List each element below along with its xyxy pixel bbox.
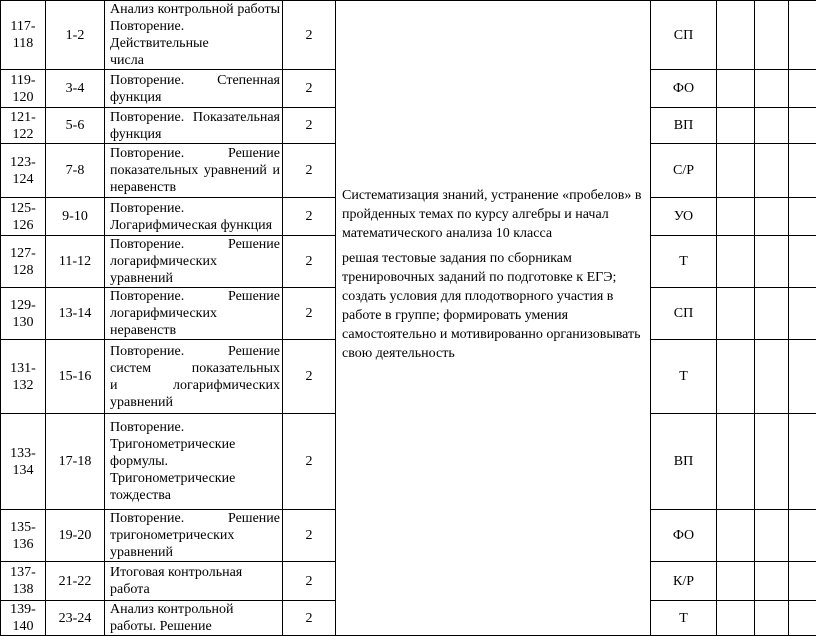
empty-cell bbox=[789, 601, 816, 636]
topic-line: Повторение. Решение bbox=[110, 343, 280, 360]
empty-cell bbox=[789, 414, 816, 510]
empty-cell bbox=[755, 198, 789, 236]
empty-cell bbox=[755, 288, 789, 340]
lesson-number: 125- 126 bbox=[1, 198, 46, 236]
lesson-number: 117- 118 bbox=[1, 1, 46, 70]
lesson-number: 133- 134 bbox=[1, 414, 46, 510]
hours-count: 2 bbox=[283, 144, 336, 198]
control-type: УО bbox=[651, 198, 717, 236]
lesson-number: 137- 138 bbox=[1, 562, 46, 601]
control-type: С/Р bbox=[651, 144, 717, 198]
goals-cell bbox=[336, 1, 651, 636]
topic-line: Повторение. Решение bbox=[110, 145, 280, 162]
lesson-number: 135- 136 bbox=[1, 510, 46, 562]
empty-cell bbox=[789, 1, 816, 70]
lesson-range: 7-8 bbox=[46, 144, 105, 198]
hours-count: 2 bbox=[283, 70, 336, 108]
topic-line: Тригонометрические bbox=[110, 436, 280, 453]
topic-line: числа bbox=[110, 52, 280, 69]
topic-line: Повторение. Решение bbox=[110, 288, 280, 305]
topic-line: Повторение. Показательная bbox=[110, 109, 280, 126]
goals-first: Систематизация знаний, устранение «пробелов» в пройденных темах по курсу алгебры и начал математического анализа 10 класса bbox=[342, 186, 642, 243]
lesson-number: 131- 132 bbox=[1, 340, 46, 414]
empty-cell bbox=[789, 510, 816, 562]
control-type: Т bbox=[651, 236, 717, 288]
control-type: Т bbox=[651, 601, 717, 636]
topic-line: тождества bbox=[110, 487, 280, 504]
topic-line: Повторение. bbox=[110, 419, 280, 436]
hours-count: 2 bbox=[283, 562, 336, 601]
table-row bbox=[1, 1, 816, 70]
empty-cell bbox=[755, 236, 789, 288]
topic-line: функция bbox=[110, 89, 280, 106]
lesson-topic bbox=[105, 601, 283, 636]
lesson-number: 121- 122 bbox=[1, 108, 46, 144]
goals-text bbox=[342, 186, 642, 363]
goals-second: решая тестовые задания по сборникам тренировочных заданий по подготовке к ЕГЭ; создать условия для плодотворного участия в работе в группе; формировать умения самостоятельно и мотивированно организовывать свою деятельность bbox=[342, 249, 642, 363]
hours-count: 2 bbox=[283, 108, 336, 144]
lesson-topic bbox=[105, 144, 283, 198]
lesson-range: 9-10 bbox=[46, 198, 105, 236]
lesson-range: 13-14 bbox=[46, 288, 105, 340]
topic-line: Повторение. bbox=[110, 200, 280, 217]
empty-cell bbox=[755, 562, 789, 601]
empty-cell bbox=[789, 236, 816, 288]
topic-line: работа bbox=[110, 581, 280, 598]
topic-line: функция bbox=[110, 126, 280, 143]
lesson-topic bbox=[105, 414, 283, 510]
empty-cell bbox=[717, 108, 755, 144]
hours-count: 2 bbox=[283, 1, 336, 70]
lesson-number: 129- 130 bbox=[1, 288, 46, 340]
empty-cell bbox=[755, 144, 789, 198]
topic-line: логарифмических неравенств bbox=[110, 305, 280, 339]
empty-cell bbox=[717, 198, 755, 236]
empty-cell bbox=[717, 236, 755, 288]
empty-cell bbox=[789, 562, 816, 601]
topic-line: Повторение. Решение bbox=[110, 510, 280, 527]
empty-cell bbox=[789, 108, 816, 144]
lesson-number: 139- 140 bbox=[1, 601, 46, 636]
empty-cell bbox=[717, 340, 755, 414]
topic-line: Итоговая контрольная bbox=[110, 564, 280, 581]
lesson-topic bbox=[105, 510, 283, 562]
empty-cell bbox=[755, 1, 789, 70]
control-type: К/Р bbox=[651, 562, 717, 601]
lesson-topic bbox=[105, 562, 283, 601]
lesson-range: 11-12 bbox=[46, 236, 105, 288]
topic-line: логарифмических уравнений bbox=[110, 253, 280, 287]
control-type: СП bbox=[651, 288, 717, 340]
lesson-topic bbox=[105, 288, 283, 340]
empty-cell bbox=[717, 1, 755, 70]
topic-line: уравнений bbox=[110, 394, 280, 411]
topic-line: показательных уравнений и bbox=[110, 162, 280, 179]
control-type: Т bbox=[651, 340, 717, 414]
lesson-range: 23-24 bbox=[46, 601, 105, 636]
empty-cell bbox=[789, 144, 816, 198]
empty-cell bbox=[717, 562, 755, 601]
empty-cell bbox=[717, 510, 755, 562]
empty-cell bbox=[789, 70, 816, 108]
topic-line: уравнений bbox=[110, 544, 280, 561]
topic-line: Анализ контрольной bbox=[110, 601, 280, 618]
lesson-topic bbox=[105, 108, 283, 144]
hours-count: 2 bbox=[283, 414, 336, 510]
topic-line: тригонометрических bbox=[110, 527, 280, 544]
empty-cell bbox=[755, 414, 789, 510]
topic-line: Логарифмическая функция bbox=[110, 217, 280, 234]
empty-cell bbox=[755, 601, 789, 636]
control-type: СП bbox=[651, 1, 717, 70]
hours-count: 2 bbox=[283, 236, 336, 288]
topic-line: Повторение. Степенная bbox=[110, 72, 280, 89]
hours-count: 2 bbox=[283, 510, 336, 562]
lesson-range: 19-20 bbox=[46, 510, 105, 562]
table-body bbox=[1, 1, 816, 636]
control-type: ВП bbox=[651, 414, 717, 510]
hours-count: 2 bbox=[283, 288, 336, 340]
topic-line: и логарифмических bbox=[110, 377, 280, 394]
empty-cell bbox=[717, 288, 755, 340]
empty-cell bbox=[755, 510, 789, 562]
hours-count: 2 bbox=[283, 340, 336, 414]
lesson-range: 3-4 bbox=[46, 70, 105, 108]
lesson-range: 15-16 bbox=[46, 340, 105, 414]
empty-cell bbox=[717, 144, 755, 198]
lesson-range: 5-6 bbox=[46, 108, 105, 144]
empty-cell bbox=[789, 288, 816, 340]
topic-line: Анализ контрольной работы bbox=[110, 1, 280, 18]
empty-cell bbox=[789, 198, 816, 236]
hours-count: 2 bbox=[283, 601, 336, 636]
empty-cell bbox=[755, 340, 789, 414]
lesson-topic bbox=[105, 236, 283, 288]
topic-line: Повторение. Действительные bbox=[110, 18, 280, 52]
control-type: ФО bbox=[651, 510, 717, 562]
lesson-topic bbox=[105, 70, 283, 108]
topic-line: работы. Решение bbox=[110, 618, 280, 635]
lesson-number: 119- 120 bbox=[1, 70, 46, 108]
topic-line: формулы. bbox=[110, 453, 280, 470]
empty-cell bbox=[755, 70, 789, 108]
topic-line: Повторение. Решение bbox=[110, 236, 280, 253]
topic-line: неравенств bbox=[110, 179, 280, 196]
empty-cell bbox=[717, 414, 755, 510]
empty-cell bbox=[717, 601, 755, 636]
control-type: ФО bbox=[651, 70, 717, 108]
lesson-range: 21-22 bbox=[46, 562, 105, 601]
lesson-number: 123- 124 bbox=[1, 144, 46, 198]
empty-cell bbox=[717, 70, 755, 108]
lesson-topic bbox=[105, 198, 283, 236]
hours-count: 2 bbox=[283, 198, 336, 236]
lesson-topic bbox=[105, 1, 283, 70]
control-type: ВП bbox=[651, 108, 717, 144]
lesson-topic bbox=[105, 340, 283, 414]
empty-cell bbox=[789, 340, 816, 414]
lesson-range: 1-2 bbox=[46, 1, 105, 70]
lesson-number: 127- 128 bbox=[1, 236, 46, 288]
lesson-range: 17-18 bbox=[46, 414, 105, 510]
topic-line: систем показательных bbox=[110, 360, 280, 377]
empty-cell bbox=[755, 108, 789, 144]
topic-line: Тригонометрические bbox=[110, 470, 280, 487]
